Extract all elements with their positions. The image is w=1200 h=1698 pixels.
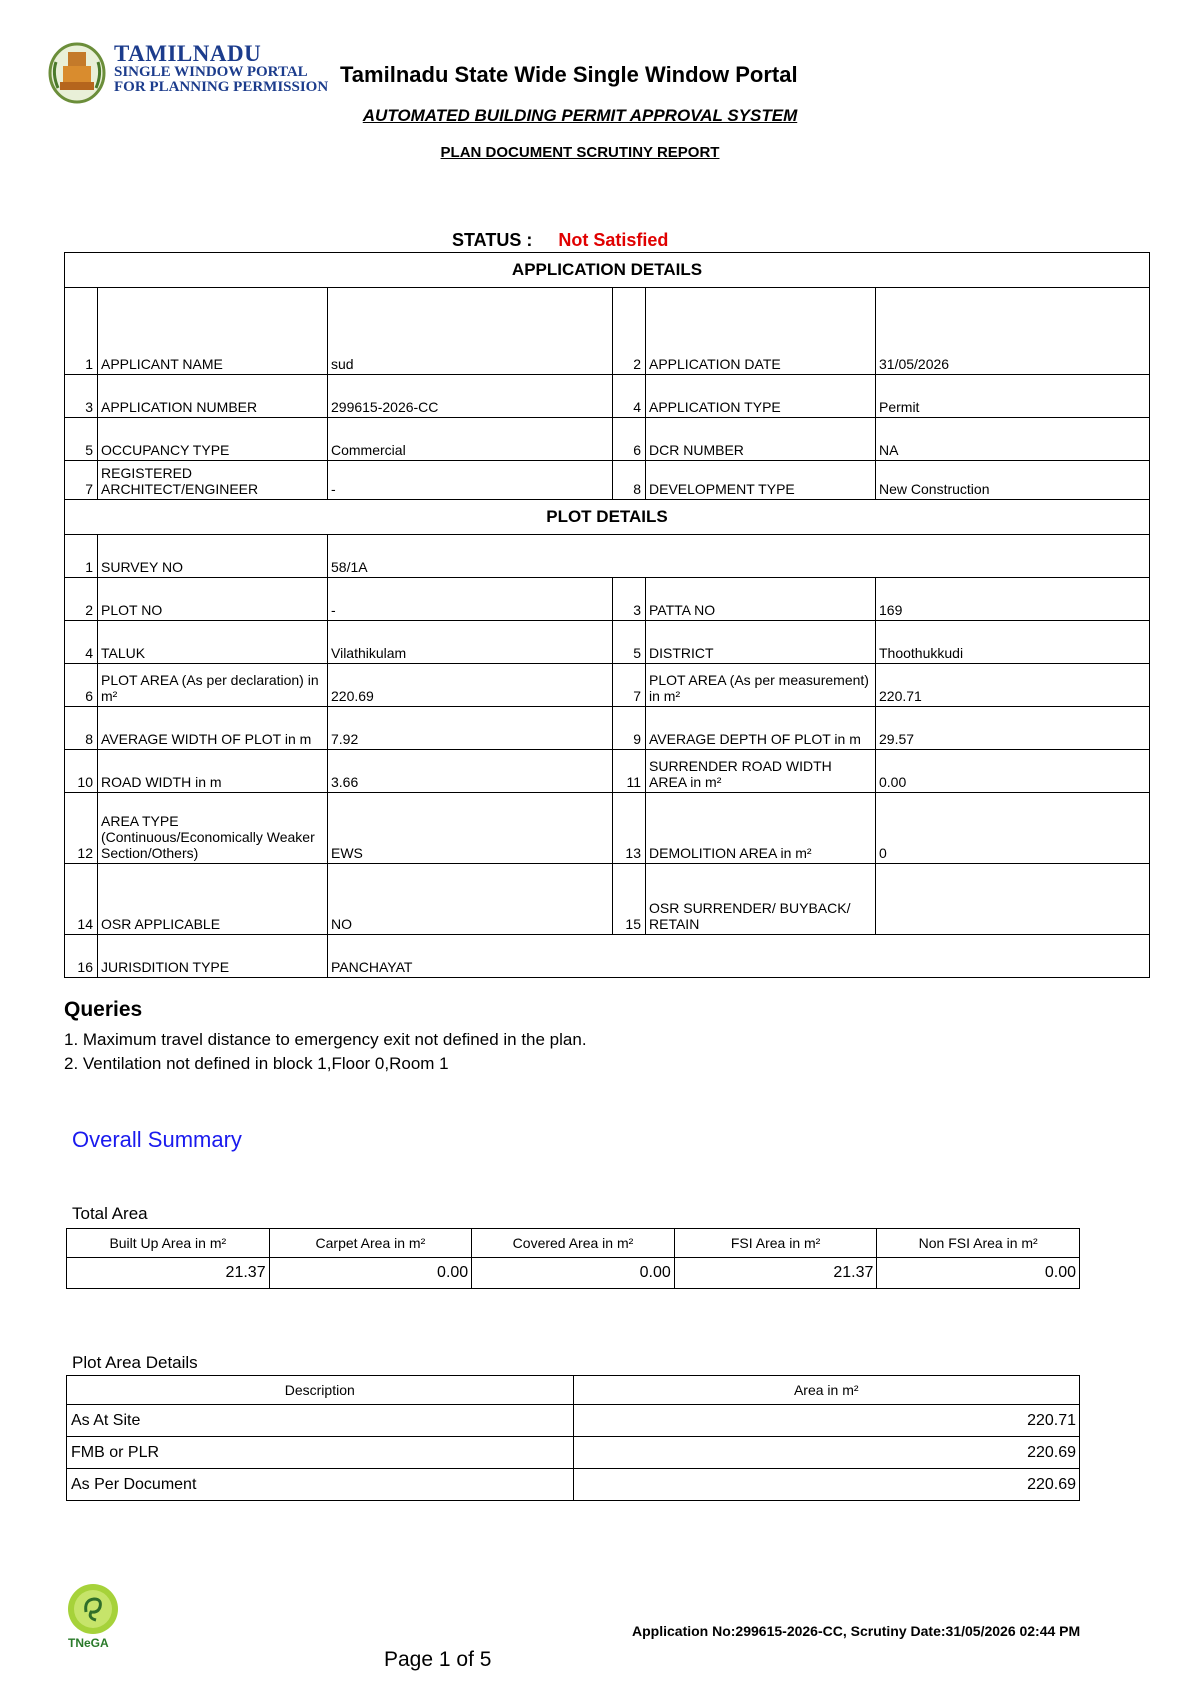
table-cell: 0.00 <box>877 1258 1080 1289</box>
field-label: PLOT AREA (As per declaration) in m² <box>98 664 328 707</box>
field-value: - <box>328 578 613 621</box>
row-number: 7 <box>65 461 98 500</box>
table-row <box>65 578 1150 621</box>
field-value: 0.00 <box>876 750 1150 793</box>
table-row <box>67 1437 1080 1469</box>
field-label: DCR NUMBER <box>646 418 876 461</box>
tnega-logo-label: TNeGA <box>68 1636 109 1650</box>
column-header: Carpet Area in m² <box>269 1229 472 1258</box>
table-cell: 220.71 <box>573 1405 1080 1437</box>
field-label: AVERAGE WIDTH OF PLOT in m <box>98 707 328 750</box>
status-value: Not Satisfied <box>558 230 669 250</box>
total-area-caption: Total Area <box>72 1204 148 1223</box>
page-number: Page 1 of 5 <box>384 1648 492 1671</box>
table-row <box>65 288 1150 375</box>
field-value: NA <box>876 418 1150 461</box>
table-row <box>67 1405 1080 1437</box>
field-value: NO <box>328 864 613 935</box>
field-label: PLOT NO <box>98 578 328 621</box>
row-number: 3 <box>613 578 646 621</box>
field-value: Thoothukkudi <box>876 621 1150 664</box>
field-label: TALUK <box>98 621 328 664</box>
row-number: 6 <box>65 664 98 707</box>
row-number: 2 <box>65 578 98 621</box>
field-value: Commercial <box>328 418 613 461</box>
field-value: EWS <box>328 793 613 864</box>
row-number: 6 <box>613 418 646 461</box>
table-header-row <box>67 1229 1080 1258</box>
table-cell: 21.37 <box>674 1258 877 1289</box>
row-number: 7 <box>613 664 646 707</box>
field-label: ROAD WIDTH in m <box>98 750 328 793</box>
field-label: APPLICATION NUMBER <box>98 375 328 418</box>
row-number: 4 <box>613 375 646 418</box>
logo-line-1: TAMILNADU <box>114 41 262 66</box>
status-label: STATUS : <box>452 230 533 250</box>
row-number: 4 <box>65 621 98 664</box>
column-header: Non FSI Area in m² <box>877 1229 1080 1258</box>
application-details-heading: APPLICATION DETAILS <box>65 253 1150 288</box>
table-row <box>65 935 1150 978</box>
row-number: 5 <box>65 418 98 461</box>
table-cell: 0.00 <box>269 1258 472 1289</box>
field-label: DEMOLITION AREA in m² <box>646 793 876 864</box>
row-number: 16 <box>65 935 98 978</box>
footer-application-info: Application No:299615-2026-CC, Scrutiny Date:31/05/2026 02:44 PM <box>632 1623 1081 1639</box>
field-value: 220.69 <box>328 664 613 707</box>
row-number: 12 <box>65 793 98 864</box>
logo-line-3: FOR PLANNING PERMISSION <box>114 79 329 95</box>
field-value: 31/05/2026 <box>876 288 1150 375</box>
field-value: 58/1A <box>328 535 1150 578</box>
table-row <box>65 793 1150 864</box>
field-label: PATTA NO <box>646 578 876 621</box>
row-number: 1 <box>65 288 98 375</box>
field-label: APPLICATION DATE <box>646 288 876 375</box>
table-row <box>65 707 1150 750</box>
table-cell: FMB or PLR <box>67 1437 574 1469</box>
tamilnadu-emblem-icon <box>48 42 106 104</box>
table-row <box>65 375 1150 418</box>
query-item: 1. Maximum travel distance to emergency exit not defined in the plan. <box>64 1030 587 1049</box>
table-header-row <box>67 1376 1080 1405</box>
field-value: 3.66 <box>328 750 613 793</box>
field-value <box>876 864 1150 935</box>
field-value: 299615-2026-CC <box>328 375 613 418</box>
row-number: 2 <box>613 288 646 375</box>
row-number: 9 <box>613 707 646 750</box>
table-row <box>65 750 1150 793</box>
row-number: 3 <box>65 375 98 418</box>
total-area-table <box>66 1228 1080 1289</box>
field-value: 169 <box>876 578 1150 621</box>
column-header: Area in m² <box>573 1376 1080 1405</box>
table-row <box>65 461 1150 500</box>
field-label: PLOT AREA (As per measurement) in m² <box>646 664 876 707</box>
row-number: 13 <box>613 793 646 864</box>
details-table <box>64 252 1150 978</box>
overall-summary-heading: Overall Summary <box>72 1127 242 1152</box>
field-label: OSR SURRENDER/ BUYBACK/ RETAIN <box>646 864 876 935</box>
query-item: 2. Ventilation not defined in block 1,Floor 0,Room 1 <box>64 1054 449 1073</box>
table-cell: 0.00 <box>472 1258 675 1289</box>
row-number: 15 <box>613 864 646 935</box>
status-line <box>452 230 668 251</box>
field-label: JURISDITION TYPE <box>98 935 328 978</box>
report-title: PLAN DOCUMENT SCRUTINY REPORT <box>440 144 720 161</box>
field-label: AREA TYPE (Continuous/Economically Weaker Section/Others) <box>98 793 328 864</box>
table-cell: As Per Document <box>67 1469 574 1501</box>
field-value: 7.92 <box>328 707 613 750</box>
table-row <box>65 864 1150 935</box>
table-row <box>67 1469 1080 1501</box>
field-label: DISTRICT <box>646 621 876 664</box>
plot-area-caption: Plot Area Details <box>72 1353 198 1372</box>
field-value: - <box>328 461 613 500</box>
field-value: PANCHAYAT <box>328 935 1150 978</box>
table-cell: 220.69 <box>573 1437 1080 1469</box>
column-header: Built Up Area in m² <box>67 1229 270 1258</box>
row-number: 1 <box>65 535 98 578</box>
table-row <box>65 664 1150 707</box>
row-number: 5 <box>613 621 646 664</box>
system-title: AUTOMATED BUILDING PERMIT APPROVAL SYSTEM <box>362 106 798 125</box>
field-value: 0 <box>876 793 1150 864</box>
row-number: 8 <box>65 707 98 750</box>
field-value: New Construction <box>876 461 1150 500</box>
column-header: Covered Area in m² <box>472 1229 675 1258</box>
column-header: Description <box>67 1376 574 1405</box>
table-cell: 220.69 <box>573 1469 1080 1501</box>
table-row <box>67 1258 1080 1289</box>
portal-logo-text <box>114 42 328 95</box>
field-value: 29.57 <box>876 707 1150 750</box>
field-value: sud <box>328 288 613 375</box>
field-label: OSR APPLICABLE <box>98 864 328 935</box>
table-row <box>65 418 1150 461</box>
column-header: FSI Area in m² <box>674 1229 877 1258</box>
portal-title: Tamilnadu State Wide Single Window Portal <box>340 62 798 87</box>
field-value: 220.71 <box>876 664 1150 707</box>
field-label: APPLICANT NAME <box>98 288 328 375</box>
row-number: 8 <box>613 461 646 500</box>
table-row <box>65 621 1150 664</box>
field-value: Vilathikulam <box>328 621 613 664</box>
field-value: Permit <box>876 375 1150 418</box>
field-label: APPLICATION TYPE <box>646 375 876 418</box>
queries-heading: Queries <box>64 998 143 1021</box>
field-label: SURRENDER ROAD WIDTH AREA in m² <box>646 750 876 793</box>
table-cell: As At Site <box>67 1405 574 1437</box>
field-label: SURVEY NO <box>98 535 328 578</box>
field-label: AVERAGE DEPTH OF PLOT in m <box>646 707 876 750</box>
table-row <box>65 535 1150 578</box>
tnega-logo-icon <box>66 1582 120 1636</box>
table-cell: 21.37 <box>67 1258 270 1289</box>
field-label: OCCUPANCY TYPE <box>98 418 328 461</box>
row-number: 11 <box>613 750 646 793</box>
plot-area-table <box>66 1375 1080 1501</box>
logo-line-2: SINGLE WINDOW PORTAL <box>114 64 308 80</box>
field-label: DEVELOPMENT TYPE <box>646 461 876 500</box>
field-label: REGISTERED ARCHITECT/ENGINEER <box>98 461 328 500</box>
row-number: 10 <box>65 750 98 793</box>
row-number: 14 <box>65 864 98 935</box>
plot-details-heading: PLOT DETAILS <box>65 500 1150 535</box>
